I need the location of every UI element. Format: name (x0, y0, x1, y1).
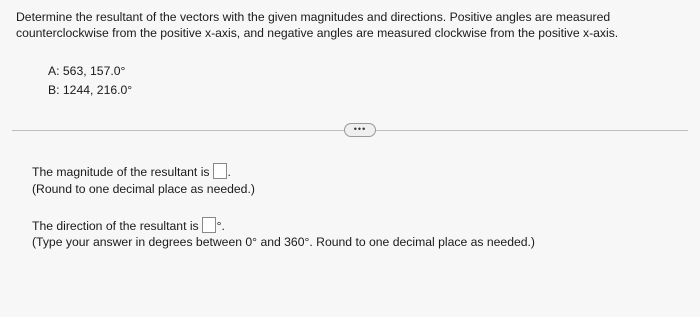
direction-answer-input[interactable] (202, 217, 216, 233)
vector-list (48, 62, 132, 100)
vector-b: B: 1244, 216.0° (48, 83, 133, 97)
direction-prefix: The direction of the resultant is (32, 219, 199, 233)
magnitude-suffix: . (227, 165, 231, 179)
vector-a: A: 563, 157.0° (48, 64, 126, 78)
direction-note: (Type your answer in degrees between 0° and 360°. Round to one decimal place as needed.) (32, 235, 535, 249)
expand-more-button[interactable]: ••• (344, 123, 376, 137)
magnitude-prefix: The magnitude of the resultant is (32, 165, 210, 179)
magnitude-note: (Round to one decimal place as needed.) (32, 182, 255, 196)
direction-question (32, 217, 225, 235)
direction-suffix: °. (216, 219, 225, 233)
magnitude-answer-input[interactable] (213, 163, 227, 179)
problem-statement: Determine the resultant of the vectors with the given magnitudes and directions. Positive angles are measured counterclockwise from the positive x-axis, and negative angles are measured clockwise from the positive x-axis. (16, 10, 619, 40)
magnitude-question (32, 163, 231, 181)
